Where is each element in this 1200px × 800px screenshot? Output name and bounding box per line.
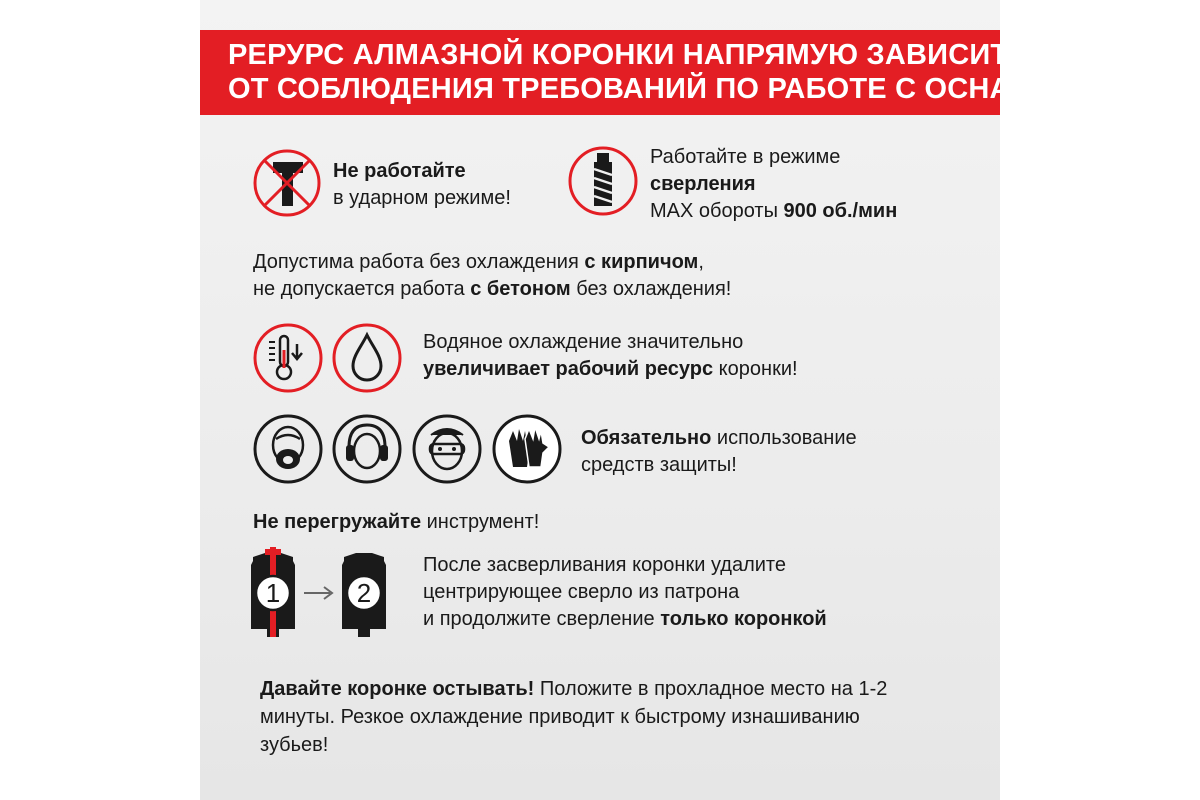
- rule1-bold: Не работайте: [333, 160, 466, 182]
- rule4-line2: увеличивает рабочий ресурс коронки!: [423, 358, 798, 380]
- rule1-text: в ударном режиме!: [333, 187, 511, 209]
- crown-with-drill-icon: [247, 545, 299, 637]
- rule2-line3: MAX обороты 900 об./мин: [650, 200, 898, 222]
- rule5-line2: средств защиты!: [581, 454, 737, 476]
- info-card: [200, 0, 1120, 800]
- title-banner: [200, 30, 1120, 115]
- rule7-line2: центрирующее сверло из патрона: [423, 581, 740, 603]
- respirator-icon: [252, 413, 324, 485]
- banner-line-1: РЕРУРС АЛМАЗНОЙ КОРОНКИ НАПРЯМУЮ ЗАВИСИТ: [228, 39, 1009, 71]
- rule8-line1: Давайте коронке остывать! Положите в прохладное место на 1-2: [260, 678, 888, 700]
- rule8-line2: минуты. Резкое охлаждение приводит к быстрому изнашиванию: [260, 706, 860, 728]
- step2-label: 2: [356, 578, 372, 608]
- rule8-line3: зубьев!: [260, 734, 329, 756]
- rule6-text: Не перегружайте инструмент!: [253, 511, 540, 533]
- ear-protection-icon: [331, 413, 403, 485]
- rule3-line1: Допустима работа без охлаждения с кирпичом,: [253, 251, 704, 273]
- rule3-line2: не допускается работа с бетоном без охлаждения!: [253, 278, 732, 300]
- rule7-line3: и продолжите сверление только коронкой: [423, 608, 827, 630]
- rule4-line1: Водяное охлаждение значительно: [423, 331, 744, 353]
- no-hammer-icon: [252, 148, 322, 218]
- drill-bit-icon: [567, 145, 639, 217]
- arrow-right-icon: [302, 584, 336, 602]
- rule2-line1: Работайте в режиме: [650, 146, 841, 168]
- banner-line-2: ОТ СОБЛЮДЕНИЯ ТРЕБОВАНИЙ ПО РАБОТЕ С ОСНАСТКОЙ!: [228, 73, 1120, 105]
- crown-without-drill-icon: [338, 549, 390, 637]
- rule7-line1: После засверливания коронки удалите: [423, 554, 786, 576]
- water-drop-icon: [331, 322, 403, 394]
- step1-label: 1: [265, 578, 281, 608]
- rule5-line1: Обязательно использование: [581, 427, 857, 449]
- gloves-icon: [491, 413, 563, 485]
- thermometer-icon: [252, 322, 324, 394]
- safety-goggles-icon: [411, 413, 483, 485]
- rule2-bold: сверления: [650, 173, 756, 195]
